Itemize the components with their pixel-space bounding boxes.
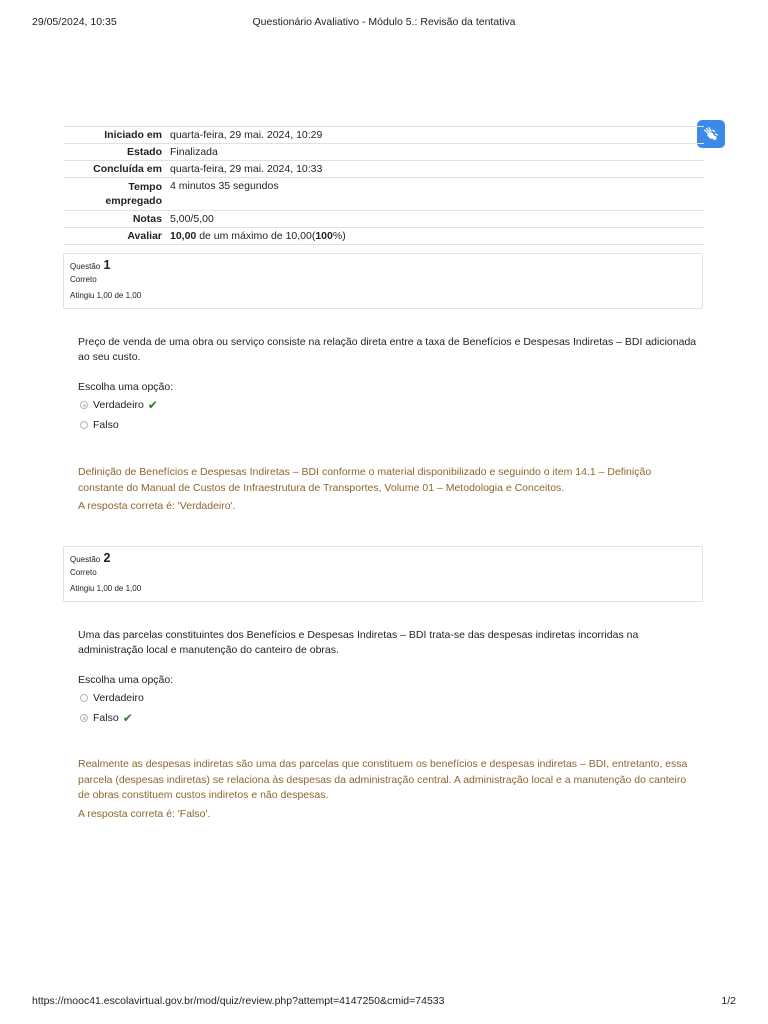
grade-score: 10,00	[170, 230, 197, 242]
state-label: Estado	[126, 146, 162, 158]
question-number	[70, 551, 696, 565]
question-1-feedback: Definição de Benefícios e Despesas Indiretas – BDI conforme o material disponibilizado e seguindo o item 14.1 – Definição constante do Manual de Custos de Infraestrutura de Transportes, Volume 01 – Metodologia e Conceitos.	[78, 466, 652, 494]
marks-value: 5,00/5,00	[170, 213, 214, 225]
question-number-value: 1	[103, 258, 111, 272]
print-footer	[0, 995, 768, 1009]
marks-label: Notas	[132, 213, 162, 225]
option-label: Verdadeiro	[93, 692, 144, 704]
question-label: Questão	[70, 262, 101, 271]
question-1-text: Preço de venda de uma obra ou serviço consiste na relação direta entre a taxa de Benefícios e Despesas Indiretas – BDI adicionada ao seu custo.	[78, 336, 697, 363]
question-2-info	[63, 546, 703, 602]
summary-row-time	[64, 178, 704, 211]
question-2-feedback: Realmente as despesas indiretas são uma das parcelas que constituem os benefícios e despesas indiretas – BDI, entretanto, essa parcela (despesas indiretas) se relaciona às despesas da administração central. A administração local e a manutenção do canteiro de obras constituem custos indiretos e não despesas.	[78, 758, 688, 801]
question-1-right-answer: A resposta correta é: 'Verdadeiro'.	[78, 500, 236, 512]
summary-row-state	[64, 144, 704, 161]
question-2-right-answer: A resposta correta é: 'Falso'.	[78, 808, 211, 820]
grade-end: %)	[332, 230, 346, 242]
print-header	[0, 16, 768, 30]
question-2-text: Uma das parcelas constituintes dos Benefícios e Despesas Indiretas – BDI trata-se das despesas indiretas incorridas na administração local e manutenção do canteiro de obras.	[78, 629, 639, 656]
time-label	[64, 178, 170, 211]
question-label: Questão	[70, 555, 101, 564]
time-label-line1: Tempo	[128, 181, 162, 193]
grade-mid: de um máximo de 10,00(	[196, 230, 316, 242]
radio-icon[interactable]	[80, 421, 88, 429]
summary-row-marks	[64, 211, 704, 228]
print-page-title: Questionário Avaliativo - Módulo 5.: Revisão da tentativa	[252, 16, 516, 28]
question-number	[70, 258, 696, 272]
state-value: Finalizada	[170, 146, 218, 158]
time-value: 4 minutos 35 segundos	[170, 180, 279, 192]
print-page-number: 1/2	[721, 995, 736, 1007]
question-2-option-false[interactable]	[80, 711, 133, 725]
question-1-info	[63, 253, 703, 309]
question-1-prompt: Escolha uma opção:	[78, 381, 174, 393]
time-label-line2: empregado	[105, 195, 162, 207]
completed-value: quarta-feira, 29 mai. 2024, 10:33	[170, 163, 323, 175]
started-value: quarta-feira, 29 mai. 2024, 10:29	[170, 129, 323, 141]
question-mark: Atingiu 1,00 de 1,00	[70, 584, 142, 593]
question-1-option-false[interactable]	[80, 418, 119, 432]
radio-selected-icon[interactable]	[80, 714, 88, 722]
option-label: Falso	[93, 419, 119, 431]
question-mark: Atingiu 1,00 de 1,00	[70, 291, 142, 300]
started-label: Iniciado em	[104, 129, 162, 141]
summary-row-grade	[64, 228, 704, 245]
check-icon: ✔	[122, 711, 133, 725]
check-icon: ✔	[147, 398, 158, 412]
option-label: Falso	[93, 712, 119, 724]
summary-row-started	[64, 127, 704, 144]
question-status: Correto	[70, 275, 97, 284]
grade-percent: 100	[315, 230, 333, 242]
question-1-option-true[interactable]	[80, 398, 158, 412]
question-2-option-true[interactable]	[80, 691, 144, 705]
question-2-prompt: Escolha uma opção:	[78, 674, 174, 686]
attempt-summary-table	[64, 126, 704, 245]
question-number-value: 2	[103, 551, 111, 565]
summary-row-completed	[64, 161, 704, 178]
radio-icon[interactable]	[80, 694, 88, 702]
completed-label: Concluída em	[93, 163, 162, 175]
print-url: https://mooc41.escolavirtual.gov.br/mod/quiz/review.php?attempt=4147250&cmid=74533	[32, 995, 445, 1007]
grade-value	[170, 228, 704, 245]
print-datetime: 29/05/2024, 10:35	[32, 16, 117, 28]
question-status: Correto	[70, 568, 97, 577]
radio-selected-icon[interactable]	[80, 401, 88, 409]
option-label: Verdadeiro	[93, 399, 144, 411]
grade-label: Avaliar	[127, 230, 162, 242]
sign-language-hands-icon	[702, 125, 720, 143]
